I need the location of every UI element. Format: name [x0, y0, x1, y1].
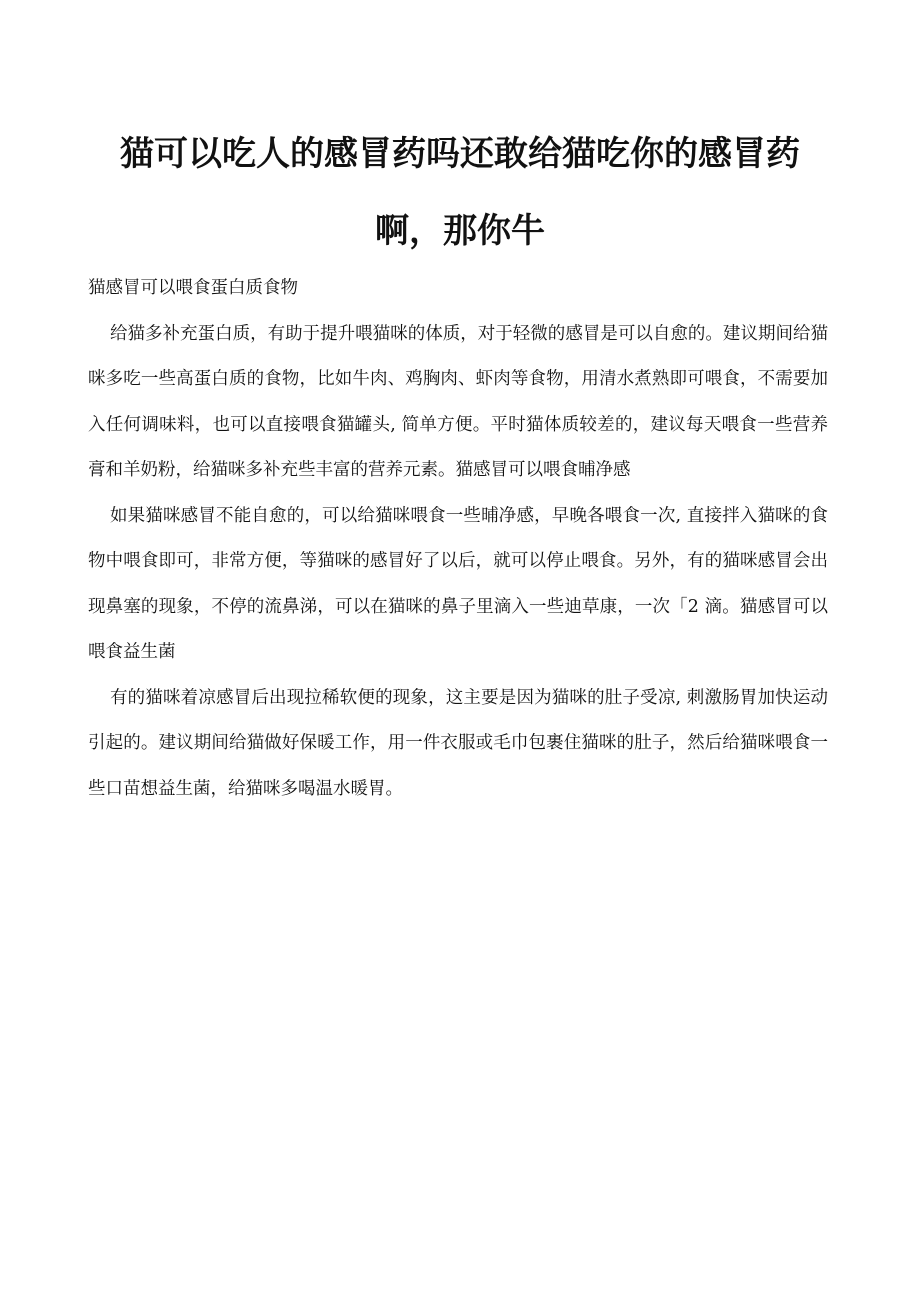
document-title-line-1: 猫可以吃人的感冒药吗还敢给猫吃你的感冒药: [120, 134, 800, 174]
document-body: [88, 266, 828, 812]
document-title-line-2: 啊，那你牛: [375, 211, 545, 251]
paragraph-medicine: 如果猫咪感冒不能自愈的，可以给猫咪喂食一些晡净感，早晚各喂食一次, 直接拌入猫咪的食物中喂食即可，非常方便，等猫咪的感冒好了以后，就可以停止喂食。另外，有的猫咪感冒会出现鼻塞的现象，不停的流鼻涕，可以在猫咪的鼻子里滴入一些迪草康，一次「2 滴。猫感冒可以喂食益生菌: [88, 505, 828, 662]
paragraph-probiotics: 有的猫咪着凉感冒后出现拉稀软便的现象，这主要是因为猫咪的肚子受凉, 刺激肠胃加快运动引起的。建议期间给猫做好保暖工作，用一件衣服或毛巾包裹住猫咪的肚子，然后给猫咪喂食一些口苗想益生菌，给猫咪多喝温水暖胃。: [88, 687, 828, 799]
section-heading: 猫感冒可以喂食蛋白质食物: [88, 278, 298, 298]
paragraph-protein: 给猫多补充蛋白质，有助于提升喂猫咪的体质，对于轻微的感冒是可以自愈的。建议期间给猫咪多吃一些高蛋白质的食物，比如牛肉、鸡胸肉、虾肉等食物，用清水煮熟即可喂食，不需要加入任何调味料，也可以直接喂食猫罐头, 简单方便。平时猫体质较差的，建议每天喂食一些营养膏和羊奶粉，给猫咪多补充些丰富的营养元素。猫感冒可以喂食晡净感: [88, 323, 828, 480]
